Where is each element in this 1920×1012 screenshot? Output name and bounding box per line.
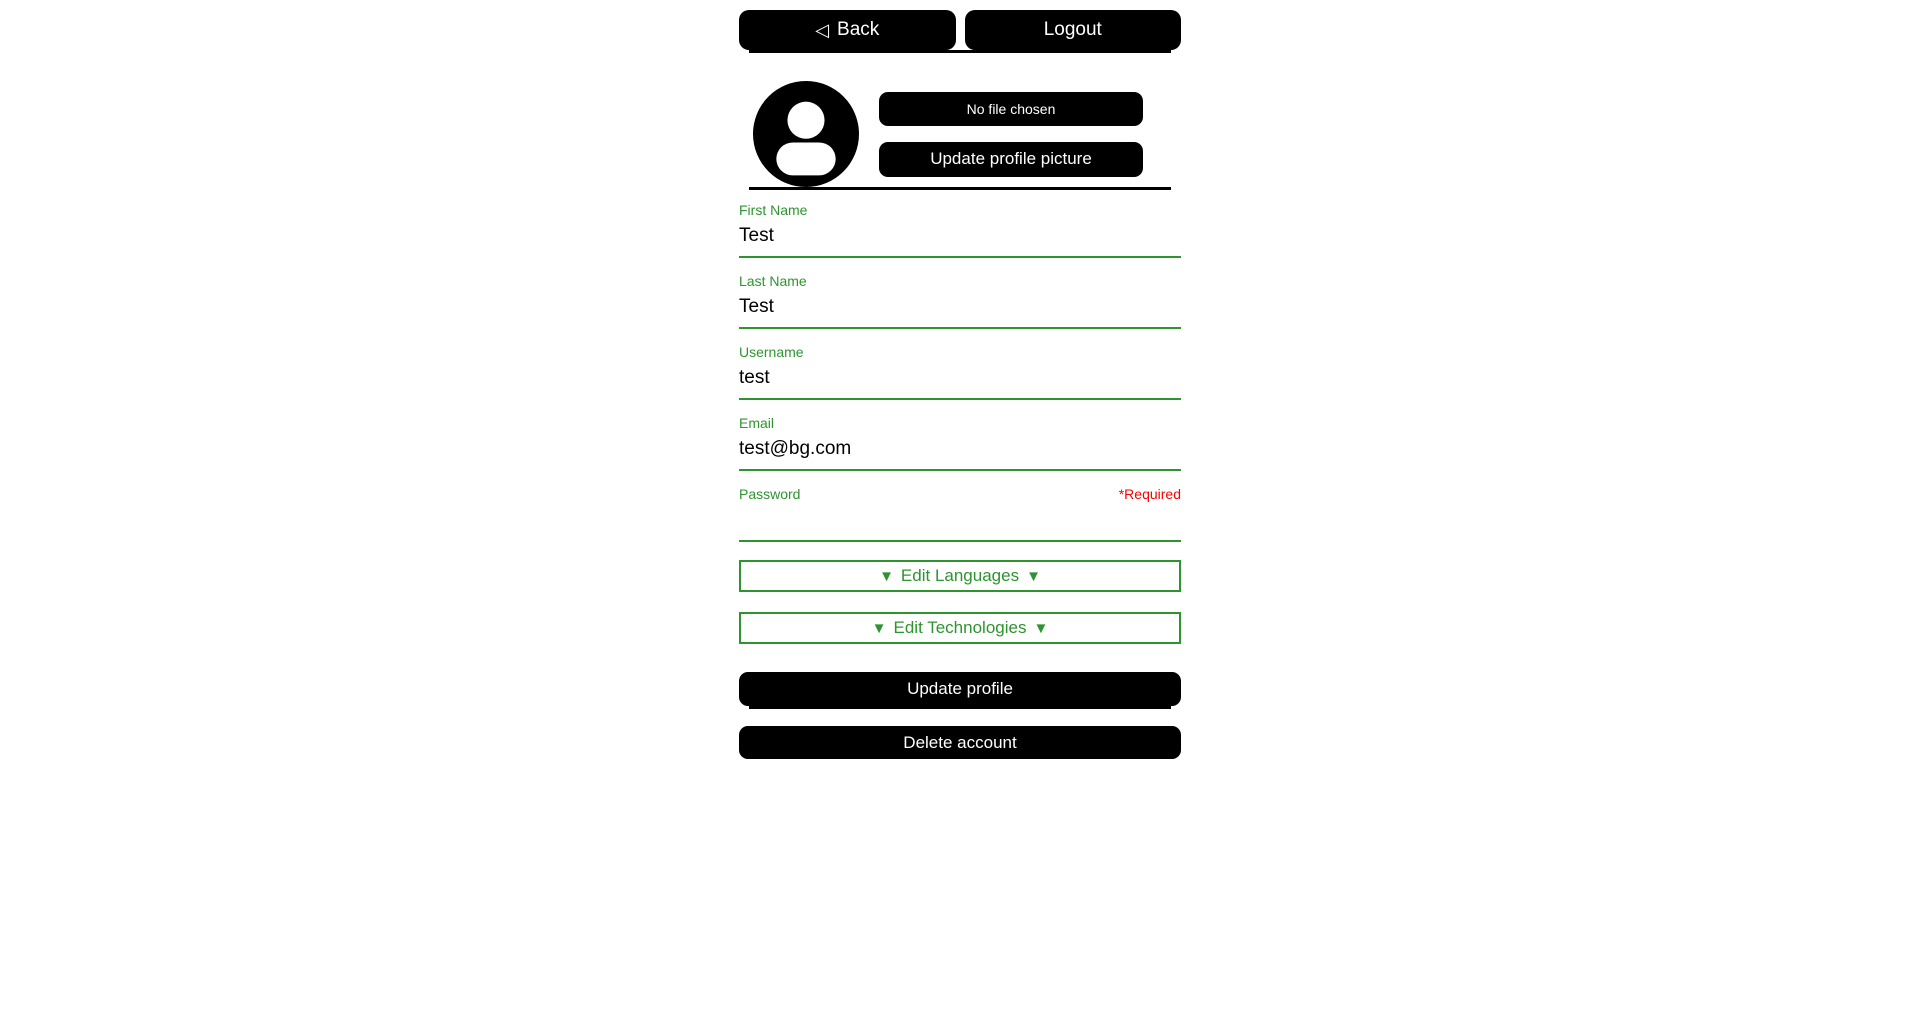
chevron-down-icon: ▼ (871, 620, 887, 637)
email-field (739, 415, 1181, 471)
divider-top (749, 50, 1171, 53)
username-input[interactable] (739, 365, 1181, 391)
update-profile-label: Update profile (907, 679, 1013, 698)
back-arrow-icon: ◁ (815, 19, 830, 40)
edit-technologies-label: Edit Technologies (893, 618, 1027, 637)
top-button-bar (739, 10, 1181, 50)
update-profile-picture-button[interactable] (879, 142, 1143, 177)
picture-controls (879, 92, 1143, 177)
logout-button-label: Logout (1043, 19, 1102, 40)
username-field (739, 344, 1181, 400)
email-label: Email (739, 415, 775, 431)
first-name-label: First Name (739, 202, 808, 218)
last-name-input[interactable] (739, 294, 1181, 320)
chevron-down-icon: ▼ (879, 568, 894, 585)
back-button-label: Back (837, 19, 880, 40)
edit-technologies-button[interactable] (739, 612, 1181, 644)
update-picture-label: Update profile picture (930, 149, 1092, 168)
profile-picture-section (739, 81, 1181, 187)
chevron-down-icon: ▼ (1026, 568, 1041, 585)
profile-page (739, 0, 1181, 759)
first-name-input[interactable] (739, 223, 1181, 249)
edit-languages-button[interactable] (739, 560, 1181, 592)
last-name-field (739, 273, 1181, 329)
edit-languages-label: Edit Languages (900, 566, 1020, 585)
chevron-down-icon: ▼ (1033, 620, 1049, 637)
first-name-field (739, 202, 1181, 258)
username-label: Username (739, 344, 804, 360)
delete-account-label: Delete account (903, 732, 1017, 752)
password-field (739, 486, 1181, 542)
required-badge: *Required (1118, 486, 1181, 502)
back-button[interactable] (739, 10, 956, 50)
file-input-button[interactable] (879, 92, 1143, 126)
logout-button[interactable] (965, 10, 1182, 50)
password-input[interactable] (739, 507, 1181, 533)
divider-danger (749, 706, 1171, 709)
file-status-label: No file chosen (966, 100, 1056, 117)
update-profile-button[interactable] (739, 672, 1181, 706)
avatar-placeholder-icon (753, 81, 859, 187)
profile-form (739, 202, 1181, 706)
password-label: Password (739, 486, 801, 502)
email-input[interactable] (739, 436, 1181, 462)
delete-account-button[interactable] (739, 726, 1181, 759)
divider-picture (749, 187, 1171, 190)
last-name-label: Last Name (739, 273, 807, 289)
